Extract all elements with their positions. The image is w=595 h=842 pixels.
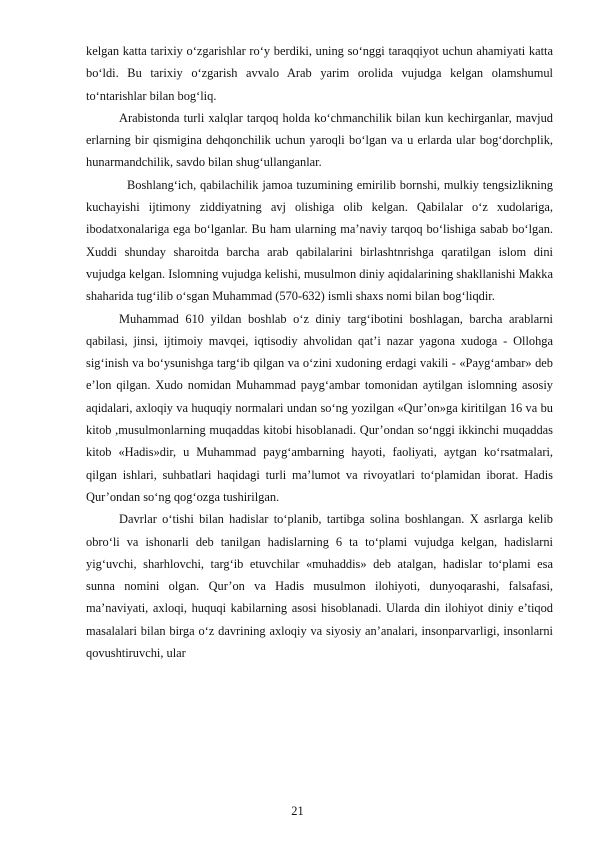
paragraph-tribal-system: Boshlang‘ich, qabilachilik jamoa tuzumining emirilib bornshi, mulkiy tengsizlikning kuchayishi ijtimony ziddiyatning avj olishiga olib kelgan. Qabilalar o‘z xudolariga, ibodatxonalariga ega bo‘lganlar. Bu ham ularning ma’naviy tarqoq bo‘lishiga sabab bo‘lgan. Xuddi shunday sharoitda barcha arab qabilalarini birlashtnrishga qaratilgan islom dini vujudga kelgan. Islomning vujudga kelishi, musulmon diniy aqidalarining shakllanishi Makka shaharida tug‘ilib o‘sgan Muhammad (570-632) ismli shaxs nomi bilan bog‘liqdir.	[86, 177, 553, 304]
body-text	[86, 40, 553, 664]
paragraph-continuation: kelgan katta tarixiy o‘zgarishlar ro‘y berdiki, uning so‘nggi taraqqiyot uchun ahamiyati katta bo‘ldi. Bu tarixiy o‘zgarish avvalo Arab yarim orolida vujudga kelgan olamshumul to‘ntarishlar bilan bog‘liq.	[86, 44, 553, 103]
paragraph-hadith: Davrlar o‘tishi bilan hadislar to‘planib, tartibga solina boshlangan. X asrlarga kelib obro‘li va ishonarli deb tanilgan hadislarning 6 ta to‘plami vujudga kelgan, hadislarni yig‘uvchi, sharhlovchi, targ‘ib etuvchilar «muhaddis» deb atalgan, hadislar to‘plami esa sunna nomini olgan. Qur’on va Hadis musulmon ilohiyoti, dunyoqarashi, falsafasi, ma’naviyati, axloqi, huquqi kabilarning asosi hisoblanadi. Ularda din ilohiyot diniy e’tiqod masalalari bilan birga o‘z davrining axloqiy va siyosiy an’analari, insonparvarligi, insonlarni qovushtiruvchi, ular	[86, 512, 553, 661]
page-number: 21	[291, 804, 304, 818]
paragraph-arabia: Arabistonda turli xalqlar tarqoq holda ko‘chmanchilik bilan kun kechirganlar, mavjud erlarning bir qismigina dehqonchilik uchun yaroqli bo‘lgan va u erlarda ular bog‘dorchplik, hunarmandchilik, savdo bilan shug‘ullanganlar.	[86, 110, 553, 170]
paragraph-muhammad: Muhammad 610 yildan boshlab o‘z diniy targ‘ibotini boshlagan, barcha arablarni qabilasi, jinsi, ijtimoiy mavqei, iqtisodiy ahvolidan qat’i nazar yagona xudoga - Ollohga sig‘inish va bo‘ysunishga targ‘ib qilgan va o‘zini xudoning erdagi vakili - «Payg‘ambar» deb e’lon qilgan. Xudo nomidan Muhammad payg‘ambar tomonidan aytilgan islomning asosiy aqidalari, axloqiy va huquqiy normalari undan so‘ng yozilgan «Qur’on»ga kiritilgan 16 va bu kitob ,musulmonlarning muqaddas kitobi hisoblanadi. Qur’ondan so‘nggi ikkinchi muqaddas kitob «Hadis»dir, u Muhammad payg‘ambarning hayoti, faoliyati, aytgan ko‘rsatmalari, qilgan ishlari, suhbatlari haqidagi turli ma’lumot va rivoyatlari to‘plamidan iborat. Hadis Qur’ondan so‘ng qog‘ozga tushirilgan.	[86, 311, 553, 504]
